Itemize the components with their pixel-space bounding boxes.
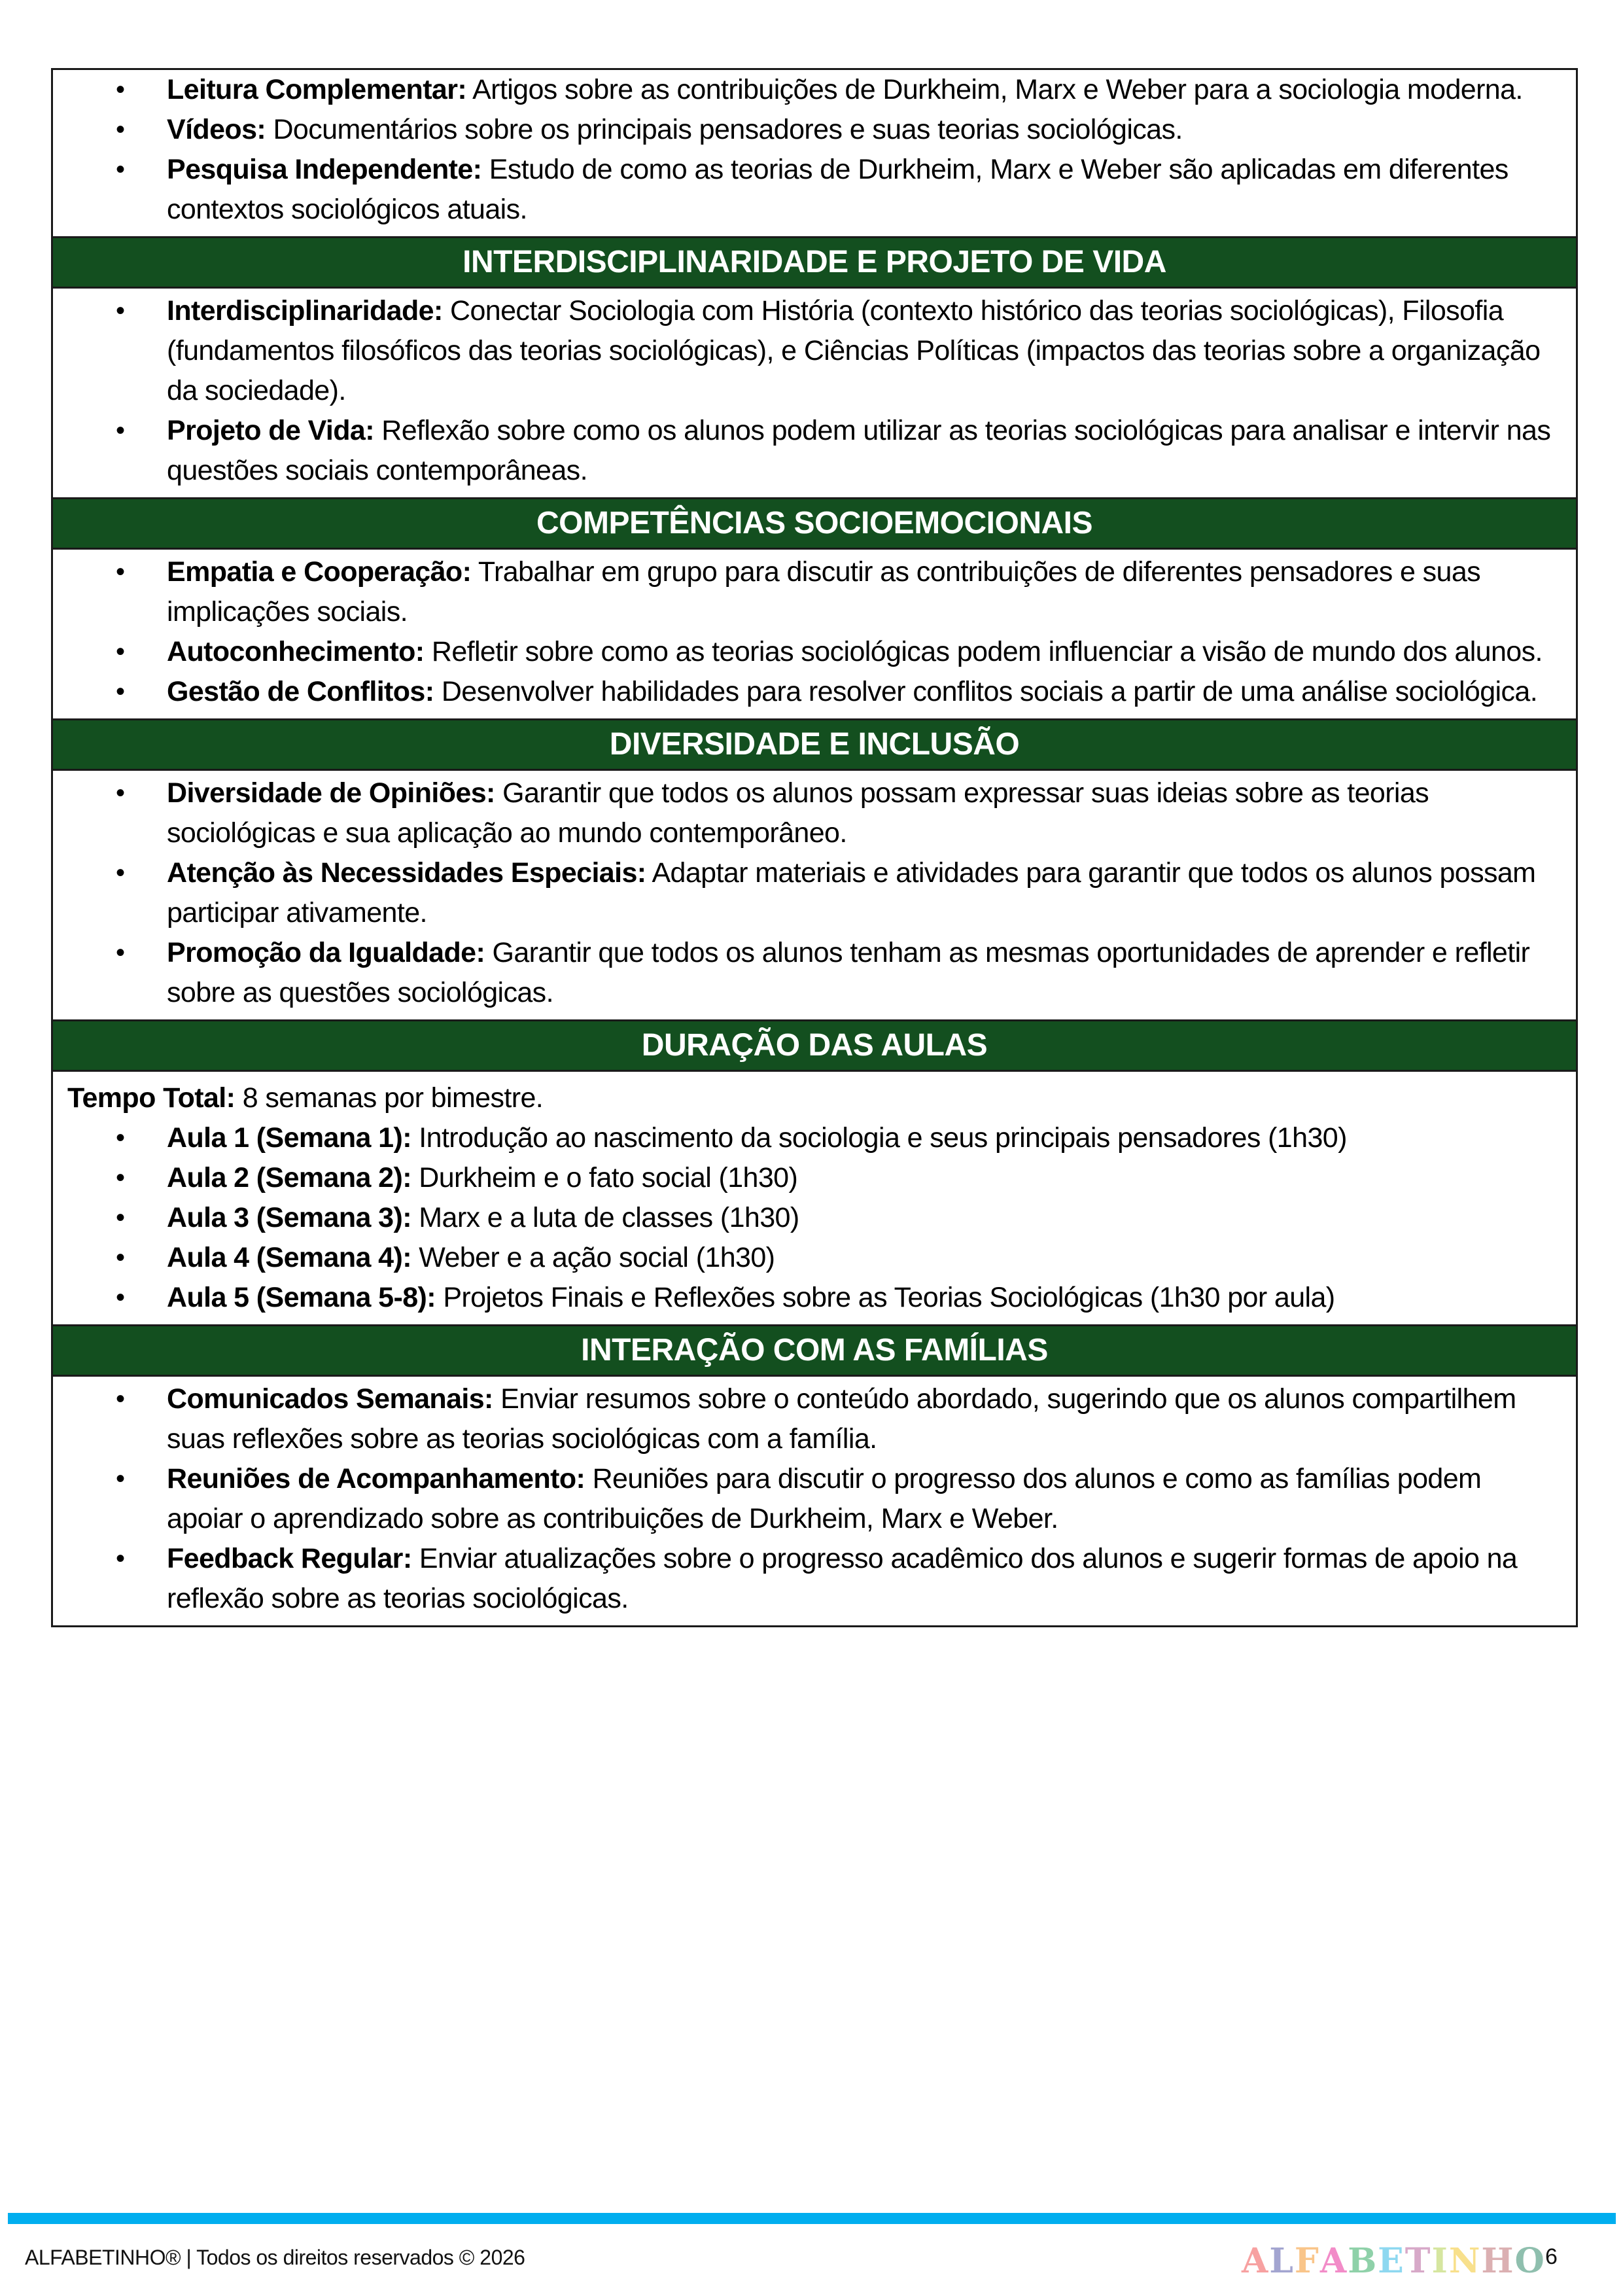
- logo-letter: N: [1448, 2241, 1482, 2281]
- bullet-icon: •: [116, 1283, 125, 1312]
- item-label: Gestão de Conflitos:: [167, 676, 434, 707]
- logo-letter: A: [1242, 2241, 1270, 2281]
- item-label: Feedback Regular:: [167, 1543, 412, 1574]
- list-item: [116, 773, 1556, 853]
- footer-divider-bar: [8, 2213, 1616, 2224]
- item-label: Atenção às Necessidades Especiais:: [167, 857, 646, 889]
- item-text: Projetos Finais e Reflexões sobre as Teorias Sociológicas (1h30 por aula): [435, 1282, 1335, 1313]
- page-number: 6: [1545, 2244, 1558, 2269]
- item-label: Reuniões de Acompanhamento:: [167, 1463, 585, 1494]
- footer-copyright: ALFABETINHO® | Todos os direitos reservados © 2026: [25, 2246, 525, 2269]
- logo-letter: I: [1431, 2241, 1449, 2281]
- resources-section: [53, 70, 1576, 236]
- item-text: Trabalhar em grupo para discutir as contribuições de diferentes pensadores e suas implicações sociais.: [167, 556, 1481, 627]
- item-label: Autoconhecimento:: [167, 636, 425, 667]
- item-text: Documentários sobre os principais pensadores e suas teorias sociológicas.: [266, 114, 1183, 145]
- competencias-section: [53, 550, 1576, 718]
- interdisciplinaridade-section: [53, 289, 1576, 497]
- list-item: [116, 1539, 1556, 1619]
- item-label: Leitura Complementar:: [167, 74, 467, 105]
- bullet-icon: •: [116, 75, 125, 104]
- bullet-icon: •: [116, 1243, 125, 1272]
- logo-letter: T: [1405, 2241, 1432, 2281]
- total-time-line: [53, 1074, 1576, 1118]
- resources-list: [53, 70, 1576, 230]
- bullet-icon: •: [116, 155, 125, 184]
- item-text: Garantir que todos os alunos possam expressar suas ideias sobre as teorias sociológicas e sua aplicação ao mundo contemporâneo.: [167, 777, 1429, 849]
- logo-letter: F: [1294, 2241, 1320, 2281]
- item-text: Garantir que todos os alunos tenham as mesmas oportunidades de aprender e refletir sobre as questões sociológicas.: [167, 937, 1530, 1008]
- item-text: Conectar Sociologia com História (contexto histórico das teorias sociológicas), Filosofia (fundamentos filosóficos das teorias sociológicas), e Ciências Políticas (impactos das teorias sobre a organização da sociedade).: [167, 295, 1541, 406]
- bullet-icon: •: [116, 416, 125, 445]
- list-item: [116, 552, 1556, 632]
- bullet-icon: •: [116, 115, 125, 144]
- item-text: Artigos sobre as contribuições de Durkheim, Marx e Weber para a sociologia moderna.: [466, 74, 1523, 105]
- interdisciplinaridade-list: [53, 291, 1576, 491]
- list-item: [116, 1459, 1556, 1539]
- bullet-icon: •: [116, 677, 125, 706]
- list-item: [116, 1158, 1556, 1198]
- item-label: Aula 5 (Semana 5-8):: [167, 1282, 436, 1313]
- alfabetinho-logo: [1242, 2241, 1546, 2281]
- duracao-list: [53, 1118, 1576, 1318]
- familias-section: [53, 1377, 1576, 1625]
- item-text: Introdução ao nascimento da sociologia e seus principais pensadores (1h30): [411, 1122, 1347, 1154]
- total-time-value: 8 semanas por bimestre.: [235, 1082, 544, 1114]
- item-text: Durkheim e o fato social (1h30): [411, 1162, 798, 1193]
- list-item: [116, 110, 1556, 150]
- list-item: [116, 853, 1556, 933]
- item-label: Interdisciplinaridade:: [167, 295, 443, 327]
- list-item: [116, 1238, 1556, 1278]
- list-item: [116, 1278, 1556, 1318]
- section-header-interdisciplinaridade: INTERDISCIPLINARIDADE E PROJETO DE VIDA: [53, 236, 1576, 289]
- logo-letter: O: [1514, 2241, 1546, 2281]
- bullet-icon: •: [116, 296, 125, 325]
- item-text: Adaptar materiais e atividades para garantir que todos os alunos possam participar ativamente.: [167, 857, 1536, 928]
- item-label: Vídeos:: [167, 114, 266, 145]
- item-label: Pesquisa Independente:: [167, 154, 482, 185]
- list-item: [116, 150, 1556, 230]
- total-time-label: Tempo Total:: [67, 1082, 236, 1114]
- item-text: Enviar atualizações sobre o progresso acadêmico dos alunos e sugerir formas de apoio na reflexão sobre as teorias sociológicas.: [167, 1543, 1518, 1614]
- list-item: [116, 70, 1556, 110]
- item-text: Enviar resumos sobre o conteúdo abordado, sugerindo que os alunos compartilhem suas reflexões sobre as teorias sociológicas com a família.: [167, 1383, 1516, 1455]
- bullet-icon: •: [116, 1464, 125, 1493]
- item-label: Projeto de Vida:: [167, 415, 374, 446]
- bullet-icon: •: [116, 858, 125, 887]
- item-text: Reflexão sobre como os alunos podem utilizar as teorias sociológicas para analisar e intervir nas questões sociais contemporâneas.: [167, 415, 1551, 486]
- item-text: Desenvolver habilidades para resolver conflitos sociais a partir de uma análise sociológica.: [434, 676, 1538, 707]
- item-text: Estudo de como as teorias de Durkheim, Marx e Weber são aplicadas em diferentes contextos sociológicos atuais.: [167, 154, 1509, 225]
- item-text: Weber e a ação social (1h30): [411, 1242, 775, 1273]
- duracao-section: [53, 1072, 1576, 1324]
- bullet-icon: •: [116, 779, 125, 807]
- list-item: [116, 933, 1556, 1013]
- list-item: [116, 1379, 1556, 1459]
- item-label: Promoção da Igualdade:: [167, 937, 485, 968]
- logo-letter: B: [1348, 2241, 1378, 2281]
- logo-letter: L: [1269, 2241, 1295, 2281]
- item-label: Empatia e Cooperação:: [167, 556, 472, 588]
- section-header-competencias: COMPETÊNCIAS SOCIOEMOCIONAIS: [53, 497, 1576, 550]
- diversidade-section: [53, 771, 1576, 1019]
- item-label: Aula 3 (Semana 3):: [167, 1202, 411, 1233]
- section-header-duracao: DURAÇÃO DAS AULAS: [53, 1019, 1576, 1072]
- logo-letter: E: [1378, 2241, 1405, 2281]
- bullet-icon: •: [116, 1123, 125, 1152]
- item-label: Aula 1 (Semana 1):: [167, 1122, 411, 1154]
- item-text: Refletir sobre como as teorias sociológicas podem influenciar a visão de mundo dos alunos.: [424, 636, 1543, 667]
- logo-letter: H: [1481, 2241, 1515, 2281]
- bullet-icon: •: [116, 1385, 125, 1413]
- bullet-icon: •: [116, 1203, 125, 1232]
- logo-letter: A: [1319, 2241, 1348, 2281]
- list-item: [116, 1198, 1556, 1238]
- competencias-list: [53, 552, 1576, 712]
- bullet-icon: •: [116, 1544, 125, 1573]
- section-header-diversidade: DIVERSIDADE E INCLUSÃO: [53, 718, 1576, 771]
- list-item: [116, 1118, 1556, 1158]
- bullet-icon: •: [116, 938, 125, 967]
- item-label: Aula 4 (Semana 4):: [167, 1242, 411, 1273]
- item-label: Aula 2 (Semana 2):: [167, 1162, 411, 1193]
- familias-list: [53, 1379, 1576, 1619]
- item-label: Comunicados Semanais:: [167, 1383, 493, 1415]
- item-label: Diversidade de Opiniões:: [167, 777, 495, 809]
- section-header-familias: INTERAÇÃO COM AS FAMÍLIAS: [53, 1324, 1576, 1377]
- list-item: [116, 411, 1556, 491]
- list-item: [116, 672, 1556, 712]
- bullet-icon: •: [116, 557, 125, 586]
- bullet-icon: •: [116, 1163, 125, 1192]
- lesson-plan-table: [51, 68, 1578, 1627]
- diversidade-list: [53, 773, 1576, 1013]
- list-item: [116, 632, 1556, 672]
- item-text: Reuniões para discutir o progresso dos alunos e como as famílias podem apoiar o aprendizado sobre as contribuições de Durkheim, Marx e Weber.: [167, 1463, 1482, 1534]
- list-item: [116, 291, 1556, 411]
- item-text: Marx e a luta de classes (1h30): [411, 1202, 799, 1233]
- bullet-icon: •: [116, 637, 125, 666]
